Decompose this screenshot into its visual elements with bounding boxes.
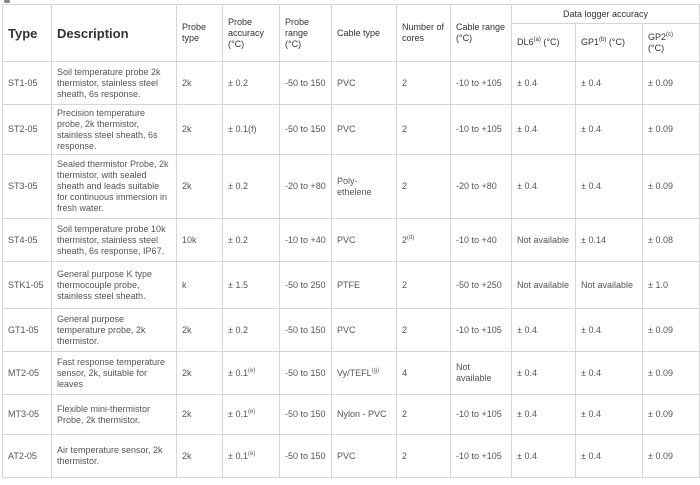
cell-description-text: Precision temperature probe, 2k thermistor, stainless steel sheath, 6s response. [57,107,158,151]
cell-description-text: General purpose K type thermocouple probe, stainless steel sheath. [57,268,153,301]
cell-gp2-accuracy-text: ± 0.09 [648,324,673,335]
cell-cable-range [451,105,512,155]
cell-cable-type-text: Nylon - PVC [337,409,387,419]
cell-probe-accuracy-text: ± 1.5 [228,279,248,290]
cell-probe-type-text: 2k [182,77,192,88]
cell-probe-type [177,105,223,155]
cell-cable-type [332,395,397,435]
cell-number-of-cores-text: 2 [402,409,408,419]
cell-type [3,395,52,435]
cell-type-text: STK1-05 [8,279,44,290]
cell-gp1-accuracy-text: Not available [581,279,634,290]
cell-type [3,219,52,262]
cell-cable-range-text: -10 to +105 [456,409,502,419]
cell-probe-range [280,105,332,155]
cell-cable-range-text: -10 to +105 [456,450,502,461]
gp1-label: GP1 [581,37,600,47]
cell-probe-type [177,309,223,352]
cell-gp1-accuracy [576,62,643,105]
cell-probe-accuracy [223,62,280,105]
cell-type-text: AT2-05 [8,450,37,461]
cell-number-of-cores [397,435,451,478]
cell-gp1-accuracy [576,155,643,219]
cell-probe-accuracy-text: ± 0.1(f) [228,124,257,134]
cell-probe-accuracy [223,105,280,155]
cell-probe-accuracy [223,155,280,219]
cell-probe-accuracy [223,395,280,435]
cell-number-of-cores-text: 4 [402,367,408,378]
cell-cable-type [332,309,397,352]
cell-cable-type [332,219,397,262]
cell-probe-accuracy [223,435,280,478]
cell-description-text: Sealed thermistor Probe, 2k thermistor, with sealed sheath and leads suitable for continuous immersion in fresh water. [57,159,169,213]
col-header-description: Description [52,5,177,62]
cell-type [3,155,52,219]
cell-gp2-accuracy [643,219,700,262]
cell-probe-type [177,262,223,309]
cell-description-text: Air temperature sensor, 2k thermistor. [57,445,163,466]
cell-cable-range-text: -10 to +105 [456,77,502,88]
cell-description [52,62,177,105]
cell-cable-range [451,309,512,352]
gp1-unit: (°C) [606,37,625,47]
cell-probe-accuracy-text: ± 0.1 [228,409,248,419]
cell-probe-accuracy-footnote: (e) [247,367,256,374]
cell-probe-accuracy-text: ± 0.2 [228,234,248,245]
cell-type [3,105,52,155]
cell-cable-type-text: PVC [337,450,356,461]
cell-probe-type [177,155,223,219]
cell-number-of-cores-text: 2 [402,181,408,191]
probe-spec-table [2,4,700,478]
cell-gp1-accuracy [576,352,643,395]
cell-probe-type-text: 2k [182,409,192,419]
cell-probe-range [280,395,332,435]
cell-description [52,435,177,478]
cell-probe-type-text: 2k [182,450,192,461]
table-row [3,155,700,219]
cell-probe-range-text: -50 to 150 [285,409,326,419]
cell-probe-accuracy-text: ± 0.2 [228,77,248,88]
cell-probe-range [280,262,332,309]
cell-gp1-accuracy-text: ± 0.4 [581,124,601,134]
cell-probe-type [177,435,223,478]
cell-number-of-cores-footnote: (d) [407,234,415,241]
cell-dl6-accuracy [512,352,576,395]
cell-gp1-accuracy-text: ± 0.4 [581,450,601,461]
cell-probe-range-text: -50 to 250 [285,279,326,290]
cell-probe-range-text: -50 to 150 [285,77,326,88]
cell-description-text: Fast response temperature sensor, 2k, suitable for leaves [57,356,166,389]
cell-dl6-accuracy [512,155,576,219]
cell-gp2-accuracy-text: ± 0.09 [648,77,673,88]
gp2-label: GP2 [648,31,667,42]
cell-dl6-accuracy-text: ± 0.4 [517,409,537,419]
cell-number-of-cores [397,105,451,155]
cell-type [3,352,52,395]
cell-probe-range-text: -50 to 150 [285,367,326,378]
cell-number-of-cores [397,352,451,395]
cell-dl6-accuracy-text: ± 0.4 [517,324,537,335]
cell-cable-range-text: -10 to +40 [456,234,497,245]
cell-cable-type-text: PVC [337,124,356,134]
cell-description-text: General purpose temperature probe, 2k thermistor. [57,313,146,346]
cell-number-of-cores [397,219,451,262]
col-header-probe-range: Probe range (°C) [280,5,332,62]
cell-probe-accuracy-text: ± 0.1 [228,367,248,378]
cell-gp2-accuracy-text: ± 0.09 [648,124,673,134]
cell-cable-range-text: -10 to +105 [456,124,502,134]
cell-description [52,309,177,352]
cell-type-text: MT2-05 [8,367,40,378]
cell-gp1-accuracy [576,395,643,435]
cell-description [52,352,177,395]
cell-probe-type-text: 10k [182,234,197,245]
cell-number-of-cores-text: 2 [402,124,408,134]
cell-dl6-accuracy [512,435,576,478]
cell-type [3,309,52,352]
cell-dl6-accuracy-text: Not available [517,234,570,245]
dl6-unit: (°C) [540,37,560,47]
cell-cable-type [332,435,397,478]
cell-probe-range-text: -50 to 150 [285,324,326,335]
cell-cable-type [332,155,397,219]
cell-probe-accuracy [223,309,280,352]
cell-type-text: MT3-05 [8,409,40,419]
cell-gp2-accuracy [643,105,700,155]
col-header-type: Type [3,5,52,62]
cell-cable-type [332,62,397,105]
col-header-probe-accuracy: Probe accuracy (°C) [223,5,280,62]
cell-cable-range-text: -20 to +80 [456,181,497,191]
cell-cable-range [451,262,512,309]
cell-type-text: ST3-05 [8,181,38,191]
cell-cable-type [332,262,397,309]
cell-cable-range [451,155,512,219]
cell-probe-range [280,435,332,478]
cell-description-text: Flexible mini-thermistor Probe, 2k thermistor. [57,403,151,425]
cell-description [52,395,177,435]
cell-probe-type-text: 2k [182,124,192,134]
cell-cable-range [451,352,512,395]
cell-gp2-accuracy [643,262,700,309]
cell-gp2-accuracy-text: ± 1.0 [648,279,668,290]
cell-description [52,155,177,219]
cell-dl6-accuracy [512,105,576,155]
col-header-dl6 [512,24,576,62]
cell-gp1-accuracy [576,309,643,352]
cell-description [52,219,177,262]
cell-gp2-accuracy [643,62,700,105]
cell-gp1-accuracy [576,105,643,155]
table-body [3,62,700,478]
cell-gp2-accuracy-text: ± 0.08 [648,234,673,245]
edge-mark [4,0,10,3]
cell-type-text: ST1-05 [8,77,38,88]
cell-probe-accuracy [223,262,280,309]
cell-probe-type [177,395,223,435]
cell-number-of-cores-text: 2 [402,234,408,245]
cell-probe-range-text: -20 to +80 [285,181,326,191]
cell-probe-type [177,62,223,105]
table-row [3,352,700,395]
cell-gp1-accuracy-text: ± 0.4 [581,181,601,191]
cell-cable-range [451,219,512,262]
cell-cable-range [451,435,512,478]
cell-cable-type-text: Poly-ethelene [337,175,372,197]
cell-gp2-accuracy [643,352,700,395]
cell-dl6-accuracy [512,62,576,105]
cell-gp2-accuracy-text: ± 0.09 [648,367,673,378]
cell-gp1-accuracy [576,262,643,309]
dl6-label: DL6 [517,37,534,47]
cell-number-of-cores-text: 2 [402,279,408,290]
cell-probe-type-text: 2k [182,181,192,191]
cell-dl6-accuracy-text: ± 0.4 [517,181,537,191]
cell-probe-type [177,352,223,395]
table-row [3,309,700,352]
cell-description-text: Soil temperature probe 2k thermistor, stainless steel sheath, 6s response. [57,66,161,99]
cell-probe-type-text: 2k [182,367,192,378]
col-header-gp2 [643,24,700,62]
cell-probe-type-text: k [182,279,187,290]
cell-dl6-accuracy [512,219,576,262]
cell-cable-range [451,62,512,105]
cell-type [3,262,52,309]
table-row [3,262,700,309]
cell-type [3,435,52,478]
cell-gp2-accuracy [643,435,700,478]
gp2-footnote: (c) [666,31,674,38]
cell-number-of-cores [397,395,451,435]
cell-gp2-accuracy-text: ± 0.09 [648,450,673,461]
cell-cable-type [332,352,397,395]
cell-number-of-cores [397,62,451,105]
col-header-cable-type: Cable type [332,5,397,62]
cell-dl6-accuracy-text: ± 0.4 [517,450,537,461]
cell-gp2-accuracy [643,309,700,352]
cell-probe-range [280,219,332,262]
cell-number-of-cores-text: 2 [402,77,408,88]
col-header-gp1 [576,24,643,62]
cell-probe-accuracy-footnote: (e) [247,409,256,415]
gp1-footnote: (b) [599,37,607,43]
cell-cable-range-text: -10 to +105 [456,324,502,335]
cell-gp1-accuracy-text: ± 0.4 [581,409,601,419]
cell-dl6-accuracy [512,395,576,435]
cell-probe-range [280,352,332,395]
cell-cable-type-text: PVC [337,234,356,245]
cell-probe-accuracy [223,219,280,262]
cell-description-text: Soil temperature probe 10k thermistor, stainless steel sheath, 6s response, IP67. [57,223,166,256]
cell-number-of-cores [397,155,451,219]
table-row [3,435,700,478]
cell-cable-type-footnote: (g) [371,367,380,374]
cell-probe-accuracy-text: ± 0.1 [228,450,248,461]
cell-probe-range [280,309,332,352]
cell-cable-type-text: Vy/TEFL [337,367,372,378]
col-header-number-of-cores: Number of cores [397,5,451,62]
cell-probe-range [280,155,332,219]
table-row [3,105,700,155]
cell-type-text: GT1-05 [8,324,39,335]
cell-gp1-accuracy-text: ± 0.4 [581,324,601,335]
cell-gp1-accuracy-text: ± 0.4 [581,77,601,88]
cell-dl6-accuracy-text: ± 0.4 [517,124,537,134]
cell-dl6-accuracy [512,262,576,309]
cell-cable-range-text: Not available [456,362,492,383]
table-row [3,219,700,262]
cell-cable-type-text: PVC [337,77,356,88]
cell-cable-range-text: -50 to +250 [456,279,502,290]
cell-number-of-cores-text: 2 [402,450,408,461]
cell-gp2-accuracy-text: ± 0.09 [648,181,673,191]
cell-cable-range [451,395,512,435]
col-group-data-logger-accuracy: Data logger accuracy [512,5,700,24]
cell-dl6-accuracy [512,309,576,352]
cell-probe-accuracy [223,352,280,395]
cell-probe-range [280,62,332,105]
col-header-probe-type: Probe type [177,5,223,62]
cell-gp1-accuracy-text: ± 0.4 [581,367,601,378]
cell-probe-accuracy-footnote: (e) [247,450,256,457]
table-row [3,395,700,435]
cell-description [52,105,177,155]
cell-probe-accuracy-text: ± 0.2 [228,324,248,335]
cell-dl6-accuracy-text: Not available [517,279,570,290]
cell-number-of-cores [397,262,451,309]
cell-gp2-accuracy [643,155,700,219]
cell-cable-type [332,105,397,155]
cell-dl6-accuracy-text: ± 0.4 [517,77,537,88]
table-row [3,62,700,105]
cell-gp1-accuracy-text: ± 0.14 [581,234,606,245]
cell-probe-range-text: -10 to +40 [285,234,326,245]
dl6-footnote: (a) [533,37,541,43]
gp2-unit: (°C) [648,42,665,53]
cell-gp2-accuracy-text: ± 0.09 [648,409,673,419]
cell-probe-range-text: -50 to 150 [285,124,326,134]
cell-cable-type-text: PTFE [337,279,361,290]
cell-gp1-accuracy [576,219,643,262]
col-header-cable-range: Cable range (°C) [451,5,512,62]
cell-probe-range-text: -50 to 150 [285,450,326,461]
cell-type-text: ST4-05 [8,234,38,245]
cell-number-of-cores-text: 2 [402,324,408,335]
cell-gp2-accuracy [643,395,700,435]
cell-type-text: ST2-05 [8,124,38,134]
cell-number-of-cores [397,309,451,352]
cell-dl6-accuracy-text: ± 0.4 [517,367,537,378]
cell-probe-accuracy-text: ± 0.2 [228,181,248,191]
cell-type [3,62,52,105]
cell-probe-type [177,219,223,262]
cell-cable-type-text: PVC [337,324,356,335]
cell-gp1-accuracy [576,435,643,478]
cell-probe-type-text: 2k [182,324,192,335]
cell-description [52,262,177,309]
